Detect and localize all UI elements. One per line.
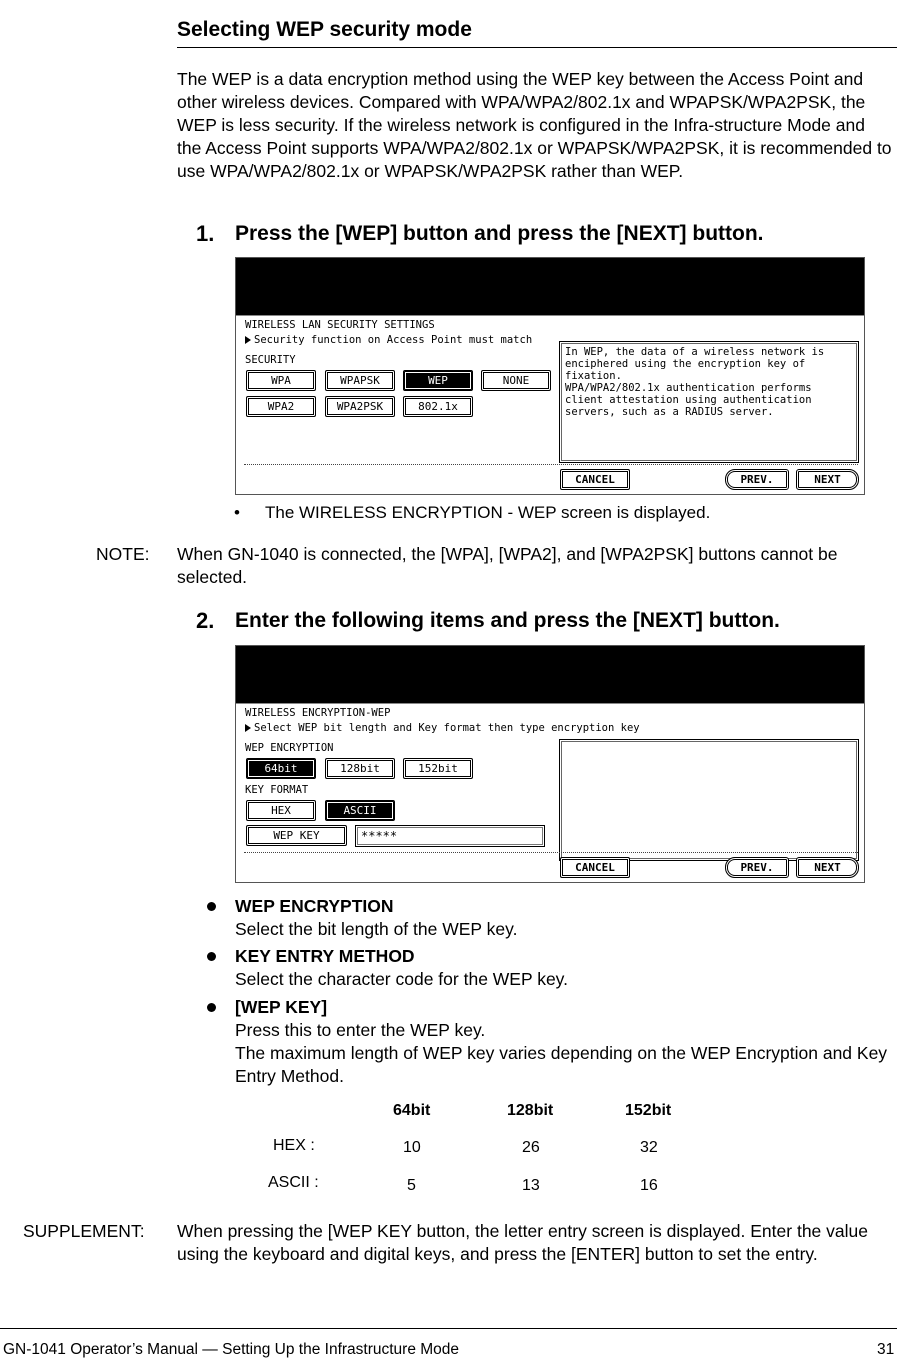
wep-encryption-screenshot [235,645,865,883]
footer-rule [0,1328,897,1329]
note-text: When GN-1040 is connected, the [WPA], [WPA2], and [WPA2PSK] buttons cannot be selected. [177,544,838,587]
page-number: 31 [877,1341,895,1358]
ascii-button[interactable]: ASCII [325,800,395,821]
table-cell: 13 [522,1177,540,1194]
bullet-marker: • [234,503,240,522]
wpapsk-button[interactable]: WPAPSK [325,370,395,391]
supplement-text: When pressing the [WEP KEY button, the letter entry screen is displayed. Enter the value using the keyboard and digital keys, and press the [ENTER] button to set the entry. [177,1221,868,1264]
cancel-button[interactable]: CANCEL [560,857,630,878]
step-1-result: The WIRELESS ENCRYPTION - WEP screen is displayed. [265,503,711,522]
pointer-icon [245,724,251,732]
table-cell: 32 [640,1139,658,1156]
wpa2-button[interactable]: WPA2 [246,396,316,417]
pointer-icon [245,336,251,344]
row-label: ASCII : [268,1174,319,1191]
screen-title: WIRELESS LAN SECURITY SETTINGS [245,319,435,331]
item-title: KEY ENTRY METHOD [235,946,415,966]
wpa-button[interactable]: WPA [246,370,316,391]
column-header: 64bit [393,1102,431,1119]
table-cell: 5 [407,1177,416,1194]
table-cell: 10 [403,1139,421,1156]
item-wep-encryption [235,895,895,941]
item-description: Select the character code for the WEP key. [235,969,568,989]
section-heading: Selecting WEP security mode [177,17,897,48]
screen-subtitle: Security function on Access Point must match [245,334,532,347]
item-description: Press this to enter the WEP key. [235,1020,486,1040]
column-header: 152bit [625,1102,672,1119]
next-button[interactable]: NEXT [796,857,859,878]
8021x-button[interactable]: 802.1x [403,396,473,417]
step-2-instruction: Enter the following items and press the [NEXT] button. [235,609,780,632]
table-cell: 16 [640,1177,658,1194]
item-key-entry-method [235,945,895,991]
step-2-number: 2. [196,608,215,633]
bullet-dot [207,952,216,961]
prev-button[interactable]: PREV. [725,857,789,878]
bullet-dot [207,902,216,911]
wep-button[interactable]: WEP [403,370,473,391]
152bit-button[interactable]: 152bit [403,758,473,779]
step-1-number: 1. [196,221,215,246]
note-label: NOTE: [96,544,150,564]
column-header: 128bit [507,1102,554,1119]
security-info-box: In WEP, the data of a wireless network is enciphered using the encryption key of fixation. WPA/WPA2/802.1x authentication performs client attestation using authentication servers, such as a RADIUS server. [559,341,859,463]
security-section-label: SECURITY [245,354,296,366]
wep-encryption-label: WEP ENCRYPTION [245,742,334,754]
none-button[interactable]: NONE [481,370,551,391]
screen-title: WIRELESS ENCRYPTION-WEP [245,707,391,719]
table-cell: 26 [522,1139,540,1156]
item-description: The maximum length of WEP key varies depending on the WEP Encryption and Key Entry Method. [235,1043,888,1086]
row-label: HEX : [273,1137,315,1154]
intro-paragraph: The WEP is a data encryption method using the WEP key between the Access Point and other wireless devices. Compared with WPA/WPA2/802.1x and WPAPSK/WPA2PSK, the WEP is less security. If the wireless network is configured in the Infra-structure Mode and the Access Point supports WPA/WPA2/802.1x or WPAPSK/WPA2PSK, it is recommended to use WPA/WPA2/802.1x or WPAPSK/WPA2PSK rather than WEP. [177,69,892,181]
wpa2psk-button[interactable]: WPA2PSK [325,396,395,417]
key-format-label: KEY FORMAT [245,784,309,796]
next-button[interactable]: NEXT [796,469,859,490]
wep-key-field[interactable]: ***** [355,825,545,847]
prev-button[interactable]: PREV. [725,469,789,490]
screen-separator [236,315,864,316]
screen-header-bar [236,258,864,315]
wep-key-button[interactable]: WEP KEY [246,825,347,846]
64bit-button[interactable]: 64bit [246,758,316,779]
footer-title: GN-1041 Operator’s Manual — Setting Up the Infrastructure Mode [3,1341,460,1358]
item-wep-key [235,996,895,1088]
dotted-divider [244,852,858,853]
screen-subtitle: Select WEP bit length and Key format then type encryption key [245,722,640,735]
cancel-button[interactable]: CANCEL [560,469,630,490]
item-description: Select the bit length of the WEP key. [235,919,518,939]
info-box [559,739,859,861]
screen-header-bar [236,646,864,703]
item-title: WEP ENCRYPTION [235,896,394,916]
hex-button[interactable]: HEX [246,800,316,821]
security-settings-screenshot [235,257,865,495]
128bit-button[interactable]: 128bit [325,758,395,779]
item-title: [WEP KEY] [235,997,328,1017]
bullet-dot [207,1003,216,1012]
step-1-instruction: Press the [WEP] button and press the [NEXT] button. [235,222,764,245]
supplement-label: SUPPLEMENT: [23,1221,145,1241]
dotted-divider [244,464,858,465]
screen-separator [236,703,864,704]
